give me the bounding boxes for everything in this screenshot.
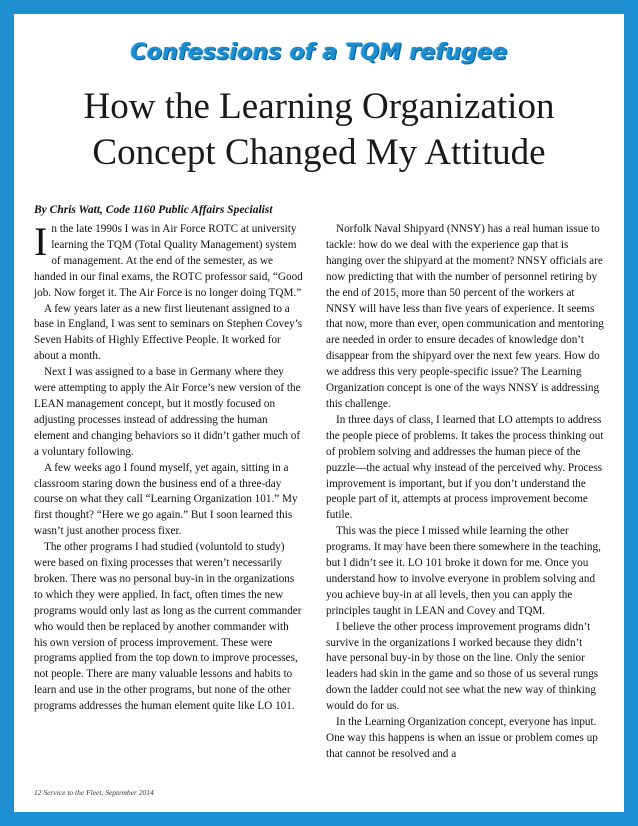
headline-line-1: How the Learning Organization — [83, 86, 555, 127]
paragraph: In three days of class, I learned that LO attempts to address the people piece of problems. It takes the process thinking out of problem solving and addresses the human piece of the puzzle—the actual why instead of the perceived why. Process improvement is important, but if you don’t understand the people part of it, attempts at process improvement become futile. — [326, 413, 604, 522]
paragraph: In the Learning Organization concept, everyone has input. One way this happens is when an issue or problem comes up that cannot be resolved and a — [326, 716, 598, 760]
byline: By Chris Watt, Code 1160 Public Affairs Specialist — [34, 204, 273, 216]
drop-cap: I — [34, 219, 48, 264]
page-footer: 12 Service to the Fleet, September 2014 — [34, 788, 154, 797]
article-column-left — [34, 219, 304, 715]
headline — [14, 84, 624, 176]
paragraph-text: n the late 1990s I was in Air Force ROTC at university learning the TQM (Total Quality Management) system of management. At the end of the semester, as we handed in our final exams, the ROTC professor said, “Good job. Now forget it. The Air Force is no longer doing TQM.” — [34, 223, 303, 299]
paragraph: I believe the other process improvement programs didn’t survive in the organizations I worked because they didn’t have personal buy-in by those on the line. Only the senior leaders had skin in the game and so those of us several rungs down the ladder could not see what the new way of thinking would do for us. — [326, 620, 599, 713]
paragraph: Norfolk Naval Shipyard (NNSY) has a real human issue to tackle: how do we deal with the experience gap that is hanging over the shipyard at the moment? NNSY officials are now predicting that with the number of personnel retiring by the end of 2015, more than 50 percent of the workers at NNSY will have less than five years of experience. It seems that now, more than ever, open communication and mentoring are needed in order to ensure decades of knowledge don’t disappear from the shipyard over the next few years. How do we address this very people-specific issue? The Learning Organization concept is one of the ways NNSY is addressing this challenge. — [326, 223, 604, 410]
paragraph: A few years later as a new first lieutenant assigned to a base in England, I was sent to seminars on Stephen Covey’s Seven Habits of Highly Effective People. It worked for about a month. — [34, 302, 303, 363]
paragraph: This was the piece I missed while learning the other programs. It may have been there somewhere in the teaching, but I didn’t see it. LO 101 broke it down for me. Once you understand how to involve everyone in problem solving and you achieve buy-in at all levels, then you can apply the principles taught in LEAN and Covey and TQM. — [326, 525, 601, 617]
magazine-page — [14, 14, 624, 812]
article-column-right — [326, 222, 604, 763]
paragraph: Next I was assigned to a base in Germany where they were attempting to apply the Air Force’s new version of the LEAN management concept, but it mostly focused on adjusting processes instead of addressing the human element and changing behaviors so it didn’t gather much of a voluntary following. — [34, 366, 301, 458]
headline-line-2: Concept Changed My Attitude — [92, 132, 546, 173]
paragraph — [34, 219, 304, 302]
paragraph: The other programs I had studied (voluntold to study) were based on fixing processes that weren’t necessarily broken. There was no personal buy-in in the organizations to which they were applied. In fact, often times the new programs would only last as long as the current commander who would then be replaced by another commander with his own version of process improvement. These were programs applied from the top down to improve processes, not people. There are many valuable lessons and habits to learn and use in the other programs, but none of the other programs addresses the human element quite like LO 101. — [34, 541, 302, 713]
kicker-title: Confessions of a TQM refugee — [130, 40, 508, 65]
paragraph: A few weeks ago I found myself, yet again, sitting in a classroom staring down the business end of a three-day course on what they call “Learning Organization 101.” My first thought? “Here we go again.” But I soon learned this wasn’t just another process fixer. — [34, 461, 298, 538]
